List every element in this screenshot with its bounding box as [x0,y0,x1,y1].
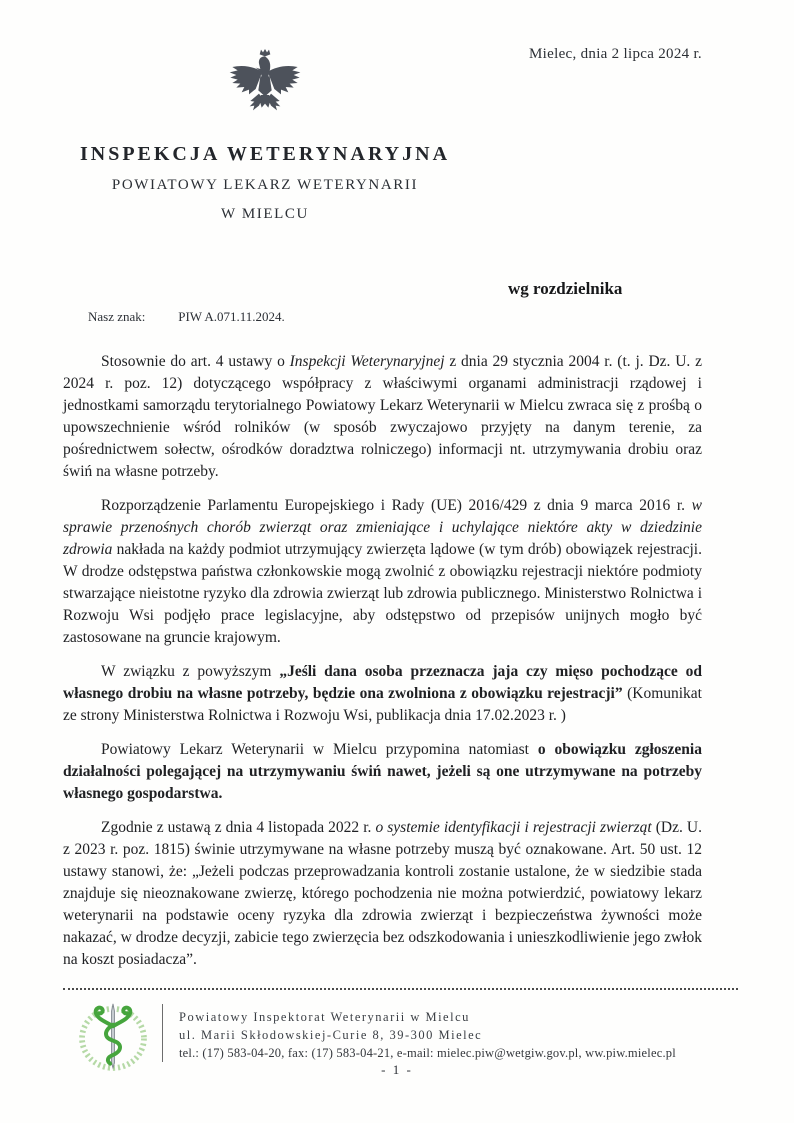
reference-row [88,309,285,325]
text-run: Rozporządzenie Parlamentu Europejskiego i Rady (UE) 2016/429 z dnia 9 marca 2016 r. [101,497,692,514]
org-title: INSPEKCJA WETERYNARYJNA [79,143,451,165]
text-run: (Dz. U. z 2023 r. poz. 1815) świnie utrzymywane na własne potrzeby muszą być oznakowane. Art. 50 ust. 12 ustawy stanowi, że: „Jeżeli podczas przeprowadzania kontroli zostanie ustalone, że w siedzibie stada znajduje się nieoznakowane zwierzę, którego pochodzenia nie można potwierdzić, powiatowy lekarz weterynarii na podstawie oceny ryzyka dla zdrowia zwierząt i bezpieczeństwa żywności może nakazać, w drodze decyzji, zabicie tego zwierzęcia bez odszkodowania i unieszkodliwienie jego zwłok na koszt posiadacza”. [63,819,702,968]
footer-address: ul. Marii Skłodowskiej-Curie 8, 39-300 Mielec [179,1028,483,1042]
paragraph [63,661,702,727]
text-run: w sprawie przenośnych chorób zwierząt oraz zmieniające i uchylające niektóre akty w dziedzinie zdrowia [63,497,702,558]
text-run: Inspekcji Weterynaryjnej [289,353,445,370]
date-line: Mielec, dnia 2 lipca 2024 r. [529,46,702,62]
recipient-line: wg rozdzielnika [508,279,623,298]
org-location: W MIELCU [221,206,309,222]
paragraph [63,817,702,971]
org-subtitle: POWIATOWY LEKARZ WETERYNARII [111,177,419,193]
text-run: (Komunikat ze strony Ministerstwa Rolnictwa i Rozwoju Wsi, publikacja dnia 17.02.2023 r. ) [63,685,702,724]
reference-label: Nasz znak: [88,309,146,324]
paragraph [63,495,702,649]
footer-vertical-separator [162,1004,163,1062]
text-run: o obowiązku zgłoszenia działalności polegającej na utrzymywaniu świń nawet, jeżeli są one utrzymywane na potrzeby własnego gospodarstwa. [63,741,702,802]
reference-number: PIW A.071.11.2024. [178,309,285,324]
body-paragraphs [63,351,702,983]
text-run: Powiatowy Lekarz Weterynarii w Mielcu przypomina natomiast [101,741,538,758]
text-run: z dnia 29 stycznia 2004 r. (t. j. Dz. U. z 2024 r. poz. 12) dotyczącego współpracy z właściwymi organami administracji rządowej i jednostkami samorządu terytorialnego Powiatowy Lekarz Weterynarii w Mielcu zwraca się z prośbą o upowszechnienie wśród rolników (w sposób zwyczajowo przyjęty na danym terenie, za pośrednictwem sołectw, ośrodków doradztwa rolniczego) informacji nt. utrzymywania drobiu oraz świń na własne potrzeby. [63,353,702,480]
footer-org-name: Powiatowy Inspektorat Weterynarii w Mielcu [179,1010,470,1024]
paragraph [63,351,702,483]
text-run: W związku z powyższym [101,663,280,680]
text-run: nakłada na każdy podmiot utrzymujący zwierzęta lądowe (w tym drób) obowiązek rejestracji. W drodze odstępstwa państwa członkowskie mogą zwolnić z obowiązku rejestracji niektóre podmioty stwarzające nieistotne ryzyko dla zdrowia zwierząt lub zdrowia publicznego. Ministerstwo Rolnictwa i Rozwoju Wsi podjęło prace legislacyjne, aby odstępstwo od przepisów unijnych mogło być zastosowane na gruncie krajowym. [63,541,702,646]
text-run: Zgodnie z ustawą z dnia 4 listopada 2022 r. [101,819,376,836]
footer-contact-block [179,1008,676,1062]
footer-divider [63,988,738,990]
text-run: „Jeśli dana osoba przeznacza jaja czy mięso pochodzące od własnego drobiu na własne potrzeby, będzie ona zwolniona z obowiązku rejestracji” [63,663,702,702]
letterhead [0,44,530,223]
text-run: o systemie identyfikacji i rejestracji zwierząt [375,819,652,836]
page-number: - 1 - [381,1062,413,1077]
polish-eagle-emblem-icon [225,44,305,130]
footer-contact-line: tel.: (17) 583-04-20, fax: (17) 583-04-21, e-mail: mielec.piw@wetgiw.gov.pl, ww.piw.mielec.pl [179,1046,676,1060]
text-run: Stosownie do art. 4 ustawy o [101,353,290,370]
paragraph [63,739,702,805]
